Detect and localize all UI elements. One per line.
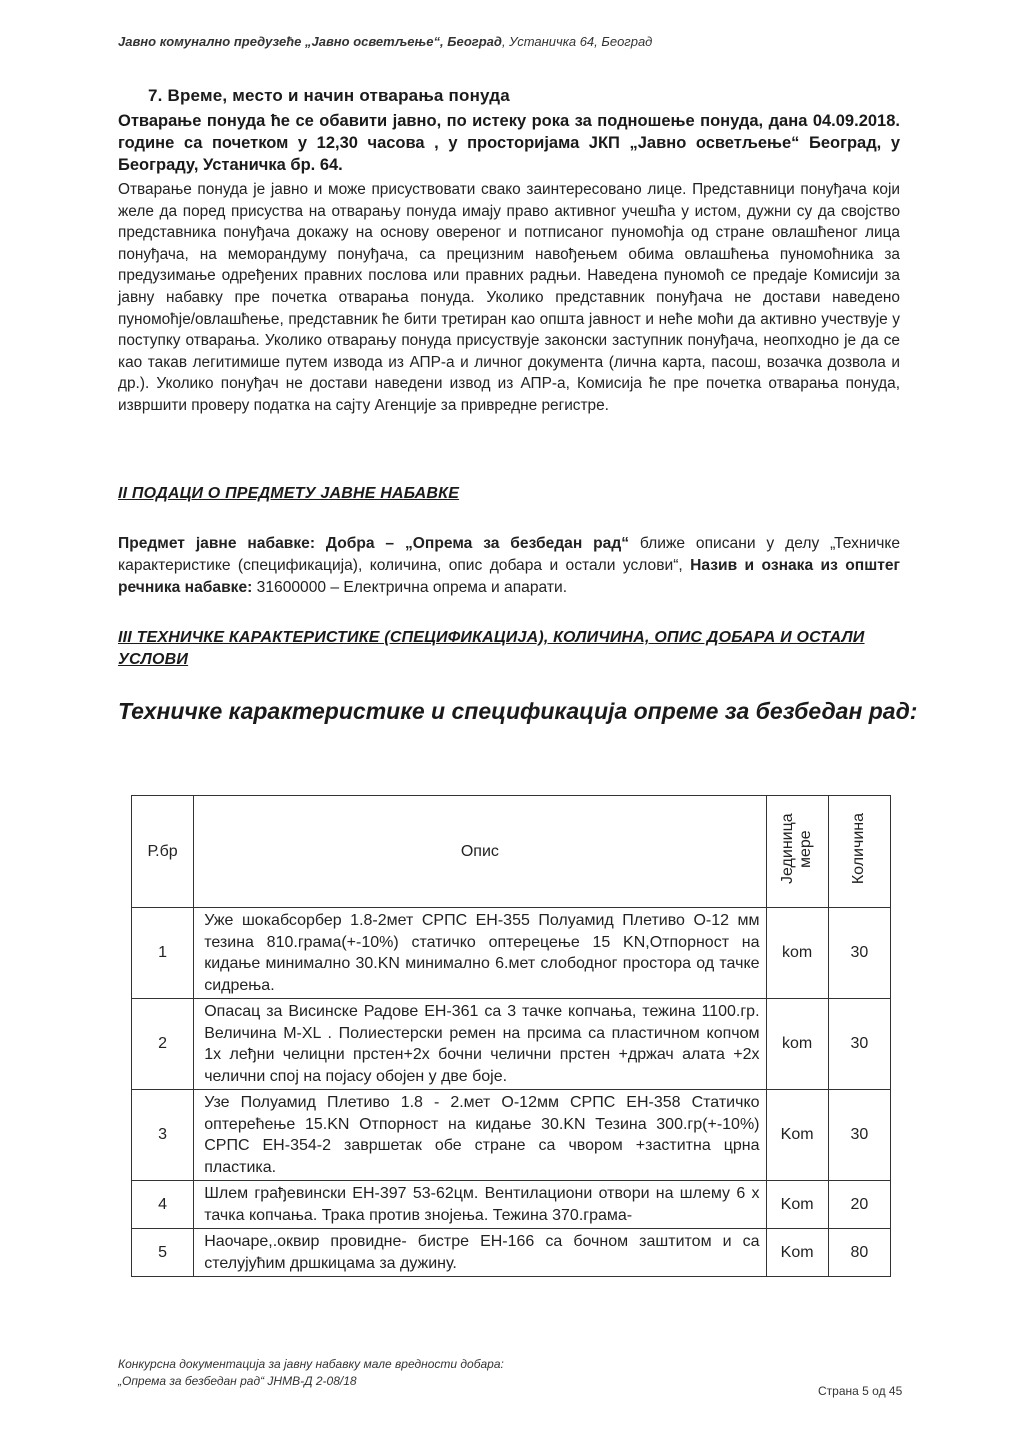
section-7-title: 7. Време, место и начин отварања понуда xyxy=(148,86,510,105)
row-qty: 20 xyxy=(828,1181,890,1229)
row-qty: 30 xyxy=(828,908,890,999)
header-qty-label: Количина xyxy=(850,813,868,885)
row-qty: 30 xyxy=(828,1090,890,1181)
page-footer xyxy=(118,1356,618,1390)
section-3-heading: III ТЕХНИЧКЕ КАРАКТЕРИСТИКЕ (СПЕЦИФИКАЦИЈА), КОЛИЧИНА, ОПИС ДОБАРА И ОСТАЛИ УСЛОВИ xyxy=(118,629,865,668)
table-header-row xyxy=(132,796,891,908)
page-number: Страна 5 од 45 xyxy=(818,1384,903,1398)
row-desc: Узе Полуамид Плетиво 1.8 - 2.мет О-12мм СРПС ЕН-358 Статичко оптерећење 15.KN Отпорност на кидање 30.KN Тезина 300.гр(+-10%) СРПС ЕН-354-2 завршетак обе стране са чвором +заститна црна пластика. xyxy=(194,1090,766,1181)
row-desc: Шлем грађевински ЕН-397 53-62цм. Вентилациони отвори на шлему 6 х тачка копчања. Трака против знојења. Тежина 370.грама- xyxy=(194,1181,766,1229)
code-label: Назив и ознака из општег речника набавке: xyxy=(118,557,900,596)
header-desc: Опис xyxy=(194,796,766,908)
header-qty xyxy=(828,796,890,908)
opening-bold-paragraph: Отварање понуда ће се обавити јавно, по истеку рока за подношење понуда, дана 04.09.2018. године са почетком у 12,30 часова , у просторијама ЈКП „Јавно осветљење“ Београд, у Београду, Устаничка бр. 64. xyxy=(118,112,900,174)
section-2-heading: II ПОДАЦИ О ПРЕДМЕТУ ЈАВНЕ НАБАВКЕ xyxy=(118,485,460,502)
subject-label: Предмет јавне набавке: Добра – „Опрема за безбедан рад“ xyxy=(118,535,630,552)
table-row xyxy=(132,1181,891,1229)
row-unit: Kom xyxy=(766,1090,828,1181)
row-desc: Опасац за Висинске Радове ЕН-361 са 3 тачке копчања, тежина 1100.гр. Величина M-XL . Полиестерски ремен на прсима са пластичном копчом 1х леђни челицни прстен+2х бочни челични прстен +држач алата +2х челични спој на појасу обојен у две боје. xyxy=(194,999,766,1090)
row-rbr: 4 xyxy=(132,1181,194,1229)
footer-line-1: Конкурсна документација за јавну набавку мале вредности добара: xyxy=(118,1357,504,1371)
row-qty: 30 xyxy=(828,999,890,1090)
spec-title: Техничке карактеристике и спецификација опреме за безбедан рад: xyxy=(118,698,918,724)
header-unit-label: Јединица мере xyxy=(779,813,815,885)
header-address: , Устаничка 64, Београд xyxy=(501,34,653,49)
header-org: Јавно комунално предузеће „Јавно осветљење“, Београд xyxy=(118,34,502,49)
row-unit: Kom xyxy=(766,1181,828,1229)
row-qty: 80 xyxy=(828,1229,890,1277)
header-rbr: Р.бр xyxy=(132,796,194,908)
table-row xyxy=(132,908,891,999)
row-rbr: 2 xyxy=(132,999,194,1090)
table-row xyxy=(132,1229,891,1277)
spec-table xyxy=(131,795,891,1277)
row-unit: Kom xyxy=(766,1229,828,1277)
footer-line-2: „Опрема за безбедан рад“ ЈНМВ-Д 2-08/18 xyxy=(118,1374,357,1388)
table-row xyxy=(132,999,891,1090)
row-unit: kom xyxy=(766,908,828,999)
subject-text: ближе описани у делу „Техничке карактеристике (спецификација), количина, опис добара и остали услови“, xyxy=(118,535,900,574)
row-desc: Наочаре,.оквир провидне- бистре ЕН-166 са бочном заштитом и са стелујућим дршкицама за дужину. xyxy=(194,1229,766,1277)
subject-paragraph xyxy=(118,533,900,599)
opening-body-paragraph: Отварање понуда је јавно и може присуствовати свако заинтересовано лице. Представници понуђача који желе да поред присуства на отварању понуда имају право активног учешћа у истом, дужни су да својство представника понуђача докажу на основу овереног и потписаног пуномоћја од стране овлашћеног лица понуђача, на меморандуму понуђача, са прецизним навођењем обима овлашћења пуномоћника за предузимање одређених правних послова или правних радњи. Наведена пуномоћ се предаје Комисији за јавну набавку пре почетка отварања понуда. Уколико представник понуђача не достави наведено пуномоћје/овлашћење, представник ће бити третиран као општа јавност и неће моћи да активно учествује у поступку отварања. Уколико отварању понуда присуствује законски заступник понуђача, неопходно је да се као такав легитимише путем извода из АПР-а и личног документа (лична карта, пасош, возачка дозвола и др.). Уколико понуђач не достави наведени извод из АПР-а, Комисија ће пре почетка отварања понуда, извршити проверу податка на сајту Агенције за привредне регистре. xyxy=(118,181,900,414)
row-desc: Уже шокабсорбер 1.8-2мет СРПС ЕН-355 Полуамид Плетиво О-12 мм тезина 810.грама(+-10%) статичко оптерецење 15 KN,Отпорност на кидање минимално 30.KN минимално 6.мет слободног простора од тачке сидрења. xyxy=(194,908,766,999)
row-rbr: 3 xyxy=(132,1090,194,1181)
row-unit: kom xyxy=(766,999,828,1090)
code-text: 31600000 – Електрична опрема и апарати. xyxy=(252,579,568,596)
header-unit xyxy=(766,796,828,908)
table-row xyxy=(132,1090,891,1181)
row-rbr: 5 xyxy=(132,1229,194,1277)
row-rbr: 1 xyxy=(132,908,194,999)
page-header xyxy=(118,34,918,49)
